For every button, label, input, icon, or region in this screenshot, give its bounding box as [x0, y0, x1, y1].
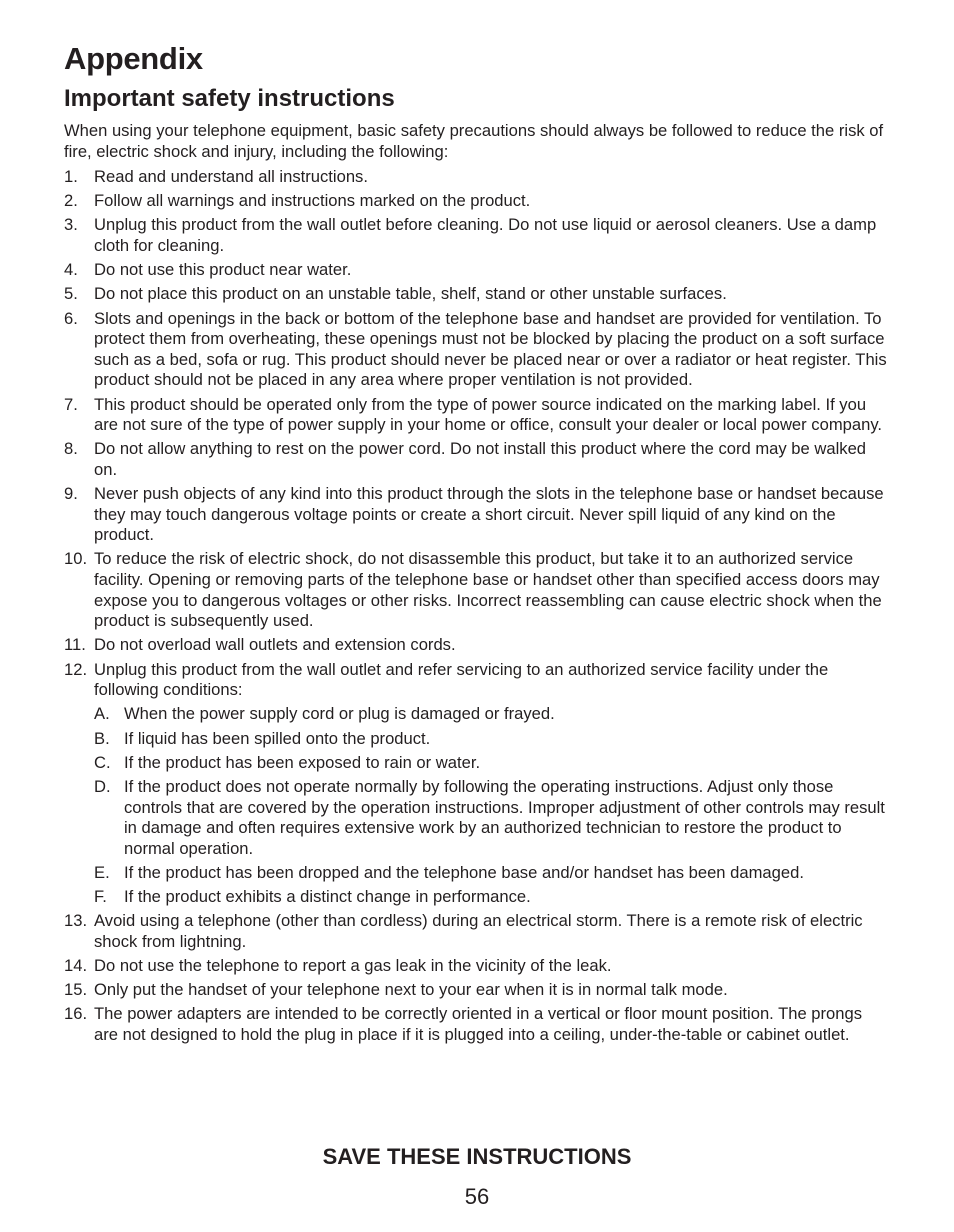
list-item [64, 191, 890, 212]
item-text: Do not use this product near water. [94, 260, 352, 280]
list-item [64, 1004, 890, 1045]
item-number: 1. [64, 167, 78, 186]
list-item [64, 484, 890, 546]
item-text: Unplug this product from the wall outlet and refer servicing to an authorized service facility under the following conditions: [94, 659, 829, 700]
item-text: Unplug this product from the wall outlet before cleaning. Do not use liquid or aerosol cleaners. Use a damp cloth for cleaning. [94, 215, 877, 255]
list-item [64, 167, 890, 188]
item-number: 5. [64, 284, 78, 304]
sub-item-letter: F. [94, 887, 107, 907]
list-item [64, 309, 890, 391]
list-item [64, 260, 890, 281]
item-text: The power adapters are intended to be correctly oriented in a vertical or floor mount position. The prongs are not designed to hold the plug in place if it is plugged into a ceiling, under-the-table or cabinet outlet. [94, 1004, 863, 1045]
sub-item-text: When the power supply cord or plug is damaged or frayed. [124, 704, 555, 724]
sub-list-item [94, 729, 890, 750]
list-item [64, 635, 890, 656]
item-number: 3. [64, 215, 78, 235]
sub-list-item [94, 777, 890, 859]
item-text: Never push objects of any kind into this product through the slots in the telephone base or handset because they may touch dangerous voltage points or create a short circuit. Never spill liquid of any kind on the product. [94, 484, 884, 545]
sub-list-item [94, 704, 890, 725]
page-number: 56 [464, 1184, 490, 1209]
item-text: Only put the handset of your telephone next to your ear when it is in normal talk mode. [94, 980, 728, 1000]
list-item [64, 215, 890, 256]
item-number: 9. [64, 484, 78, 504]
sub-list-item [94, 887, 890, 908]
sub-item-text: If the product does not operate normally by following the operating instructions. Adjust only those controls that are covered by the operation instructions. Improper adjustment of other controls may result in damage and often requires extensive work by an authorized technician to restore the product to normal operation. [124, 776, 885, 858]
list-item [64, 911, 890, 952]
page-content [64, 38, 890, 1046]
item-number: 13. [64, 911, 88, 931]
sub-item-text: If the product has been exposed to rain or water. [124, 752, 481, 772]
save-instructions-heading: SAVE THESE INSTRUCTIONS [322, 1144, 632, 1169]
item-number: 14. [64, 956, 88, 976]
sub-item-letter: D. [94, 776, 111, 796]
sub-item-text: If the product exhibits a distinct change in performance. [124, 887, 531, 907]
item-text: Do not use the telephone to report a gas leak in the vicinity of the leak. [94, 956, 612, 976]
item-number: 4. [64, 260, 78, 280]
list-item [64, 549, 890, 631]
list-item [64, 395, 890, 436]
page-title: Appendix [64, 41, 203, 76]
sub-item-letter: C. [94, 752, 111, 772]
item-number: 15. [64, 980, 88, 1000]
item-number: 10. [64, 549, 88, 569]
item-number: 12. [64, 659, 88, 679]
item-text: Follow all warnings and instructions marked on the product. [94, 191, 531, 211]
sub-item-letter: A. [94, 704, 110, 724]
conditions-sublist [94, 704, 890, 907]
instructions-list [64, 167, 890, 1046]
item-text: To reduce the risk of electric shock, do not disassemble this product, but take it to an authorized service facility. Opening or removing parts of the telephone base or handset other than specified access doors may expose you to dangerous voltages or other risks. Incorrect reassembling can cause electric shock when the product is subsequently used. [94, 549, 882, 631]
list-item [64, 439, 890, 480]
item-number: 6. [64, 308, 78, 328]
sub-list-item [94, 753, 890, 774]
item-text: Do not overload wall outlets and extension cords. [94, 635, 456, 655]
intro-paragraph: When using your telephone equipment, basic safety precautions should always be followed to reduce the risk of fire, electric shock and injury, including the following: [64, 121, 884, 161]
item-text: Do not place this product on an unstable table, shelf, stand or other unstable surfaces. [94, 284, 727, 304]
item-text: Slots and openings in the back or bottom of the telephone base and handset are provided for ventilation. To protect them from overheating, these openings must not be blocked by placing the product on a soft surface such as a bed, sofa or rug. This product should never be placed near or over a radiator or heat register. This product should not be placed in any area where proper ventilation is not provided. [94, 308, 887, 390]
item-number: 11. [64, 635, 86, 655]
sub-list-item [94, 863, 890, 884]
item-text: Read and understand all instructions. [94, 167, 368, 186]
item-number: 8. [64, 439, 78, 459]
list-item [64, 284, 890, 305]
sub-item-text: If liquid has been spilled onto the product. [124, 728, 431, 748]
item-text: Do not allow anything to rest on the power cord. Do not install this product where the cord may be walked on. [94, 439, 867, 479]
item-number: 2. [64, 191, 78, 211]
list-item [64, 956, 890, 977]
list-item [64, 660, 890, 908]
sub-item-letter: B. [94, 728, 110, 748]
list-item [64, 980, 890, 1001]
item-text: Avoid using a telephone (other than cordless) during an electrical storm. There is a remote risk of electric shock from lightning. [94, 911, 863, 951]
sub-item-text: If the product has been dropped and the telephone base and/or handset has been damaged. [124, 862, 804, 882]
section-title: Important safety instructions [64, 85, 395, 112]
sub-item-letter: E. [94, 862, 110, 882]
item-number: 7. [64, 394, 78, 414]
item-number: 16. [64, 1004, 88, 1024]
item-text: This product should be operated only from the type of power source indicated on the marking label. If you are not sure of the type of power supply in your home or office, consult your dealer or local power company. [94, 394, 883, 435]
